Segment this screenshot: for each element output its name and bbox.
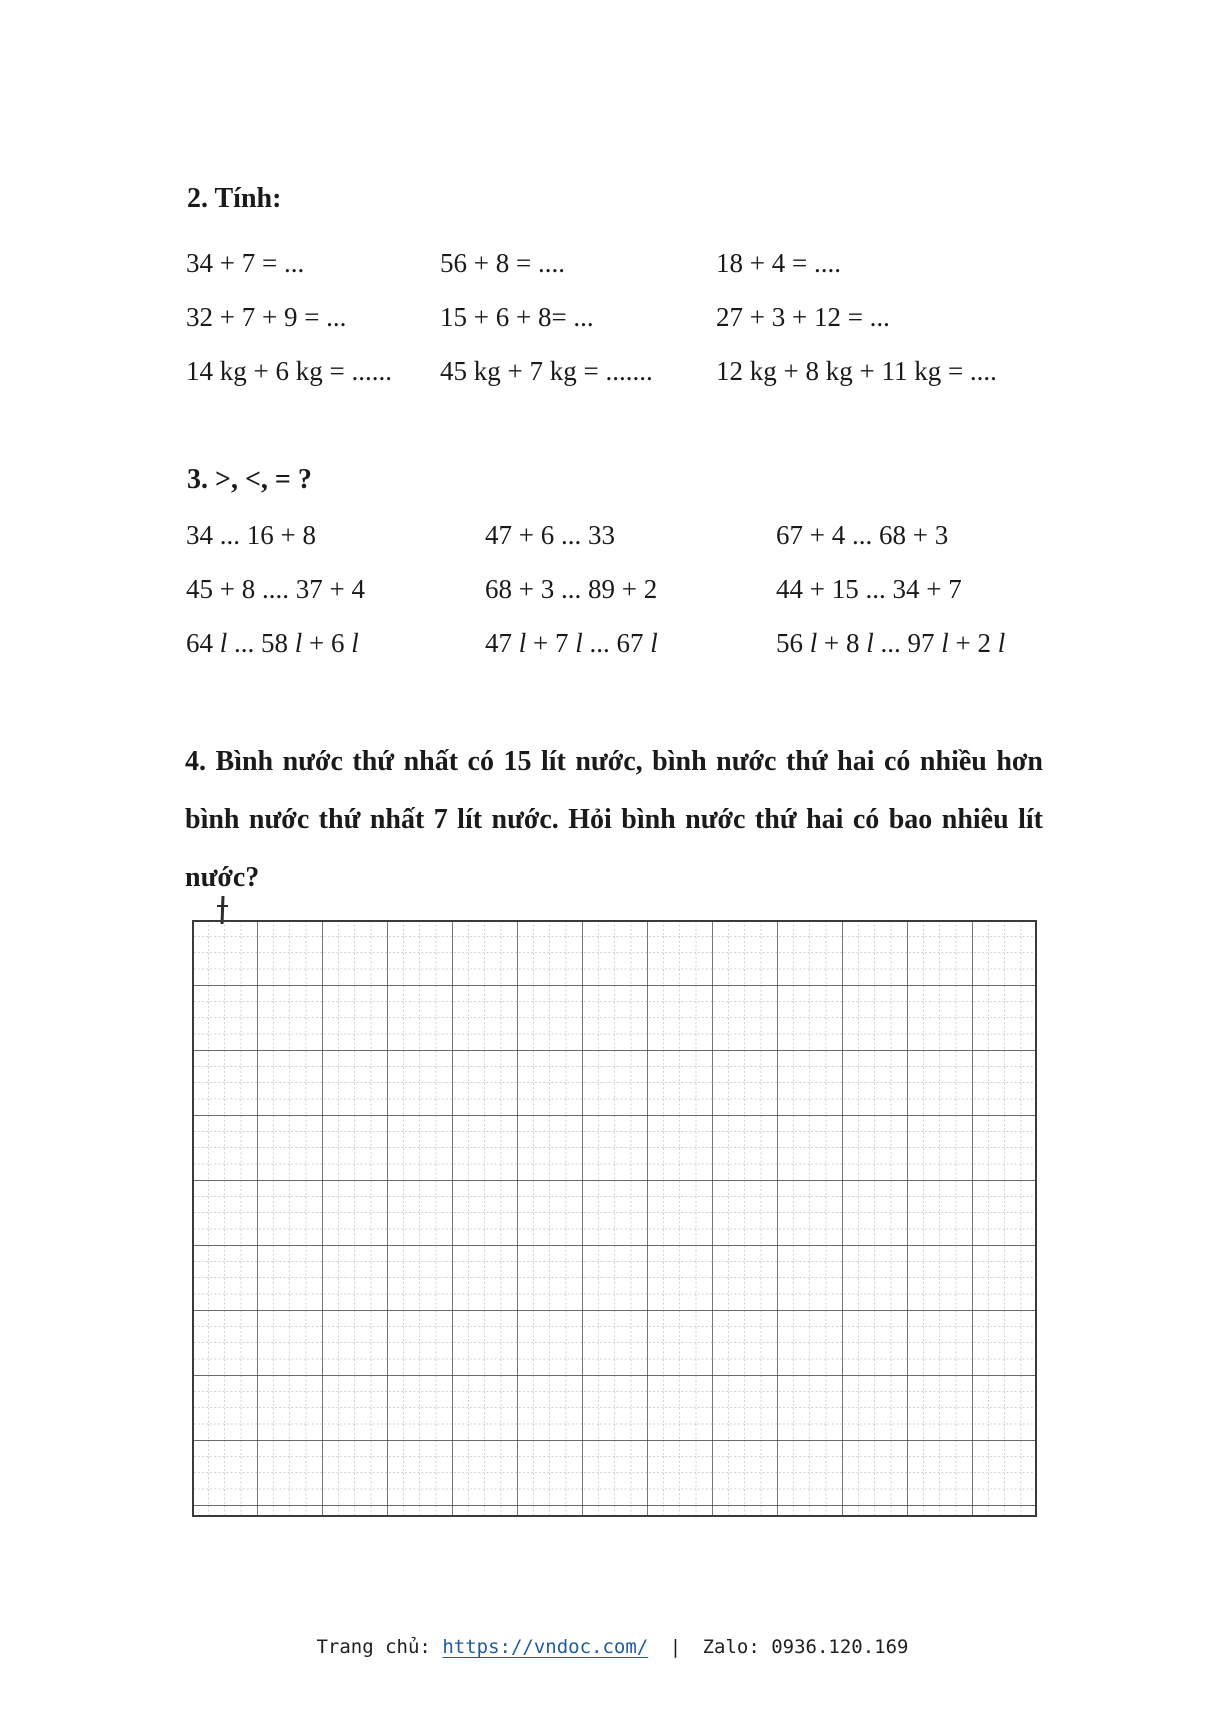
footer-home-label: Trang chủ: <box>316 1636 431 1658</box>
exercise-cell: 34 ... 16 + 8 <box>186 520 316 550</box>
exercise-cell: 15 + 6 + 8= ... <box>440 302 594 332</box>
exercise-cell: 47 l + 7 l ... 67 l <box>485 628 658 658</box>
exercise-cell: 32 + 7 + 9 = ... <box>186 302 347 332</box>
footer-separator: | <box>669 1636 682 1658</box>
exercise-cell: 34 + 7 = ... <box>186 248 305 278</box>
word-problem-text: 4. Bình nước thứ nhất có 15 lít nước, bình nước thứ hai có nhiều hơn bình nước thứ nhất 7 lít nước. Hỏi bình nước thứ hai có bao nhiêu lít nước? <box>185 746 1043 893</box>
exercise-cell: 12 kg + 8 kg + 11 kg = .... <box>716 356 997 386</box>
section2-row-2 <box>186 302 1086 336</box>
home-link[interactable]: https://vndoc.com/ <box>442 1636 649 1658</box>
grid-paper-svg <box>192 920 1037 1517</box>
section3-heading: 3. >, <, = ? <box>187 464 312 495</box>
exercise-cell: 18 + 4 = .... <box>716 248 841 278</box>
section2-row-1 <box>186 248 1086 282</box>
exercise-cell: 45 + 8 .... 37 + 4 <box>186 574 365 604</box>
exercise-cell: 67 + 4 ... 68 + 3 <box>776 520 949 550</box>
exercise-cell: 64 l ... 58 l + 6 l <box>186 628 359 658</box>
answer-grid-paper <box>192 920 1037 1517</box>
footer-zalo-label: Zalo: 0936.120.169 <box>702 1636 909 1658</box>
exercise-cell: 56 + 8 = .... <box>440 248 565 278</box>
section3-row-1 <box>186 520 1086 554</box>
page-footer <box>0 1636 1225 1658</box>
section3-row-3 <box>186 628 1086 662</box>
section2-row-3 <box>186 356 1086 390</box>
exercise-cell: 27 + 3 + 12 = ... <box>716 302 890 332</box>
pen-mark <box>217 905 228 907</box>
exercise-cell: 14 kg + 6 kg = ...... <box>186 356 392 386</box>
exercise-cell: 44 + 15 ... 34 + 7 <box>776 574 962 604</box>
section2-heading: 2. Tính: <box>187 183 282 214</box>
exercise-cell: 45 kg + 7 kg = ....... <box>440 356 653 386</box>
exercise-cell: 68 + 3 ... 89 + 2 <box>485 574 658 604</box>
exercise-cell: 56 l + 8 l ... 97 l + 2 l <box>776 628 1006 658</box>
exercise-cell: 47 + 6 ... 33 <box>485 520 615 550</box>
section3-row-2 <box>186 574 1086 608</box>
